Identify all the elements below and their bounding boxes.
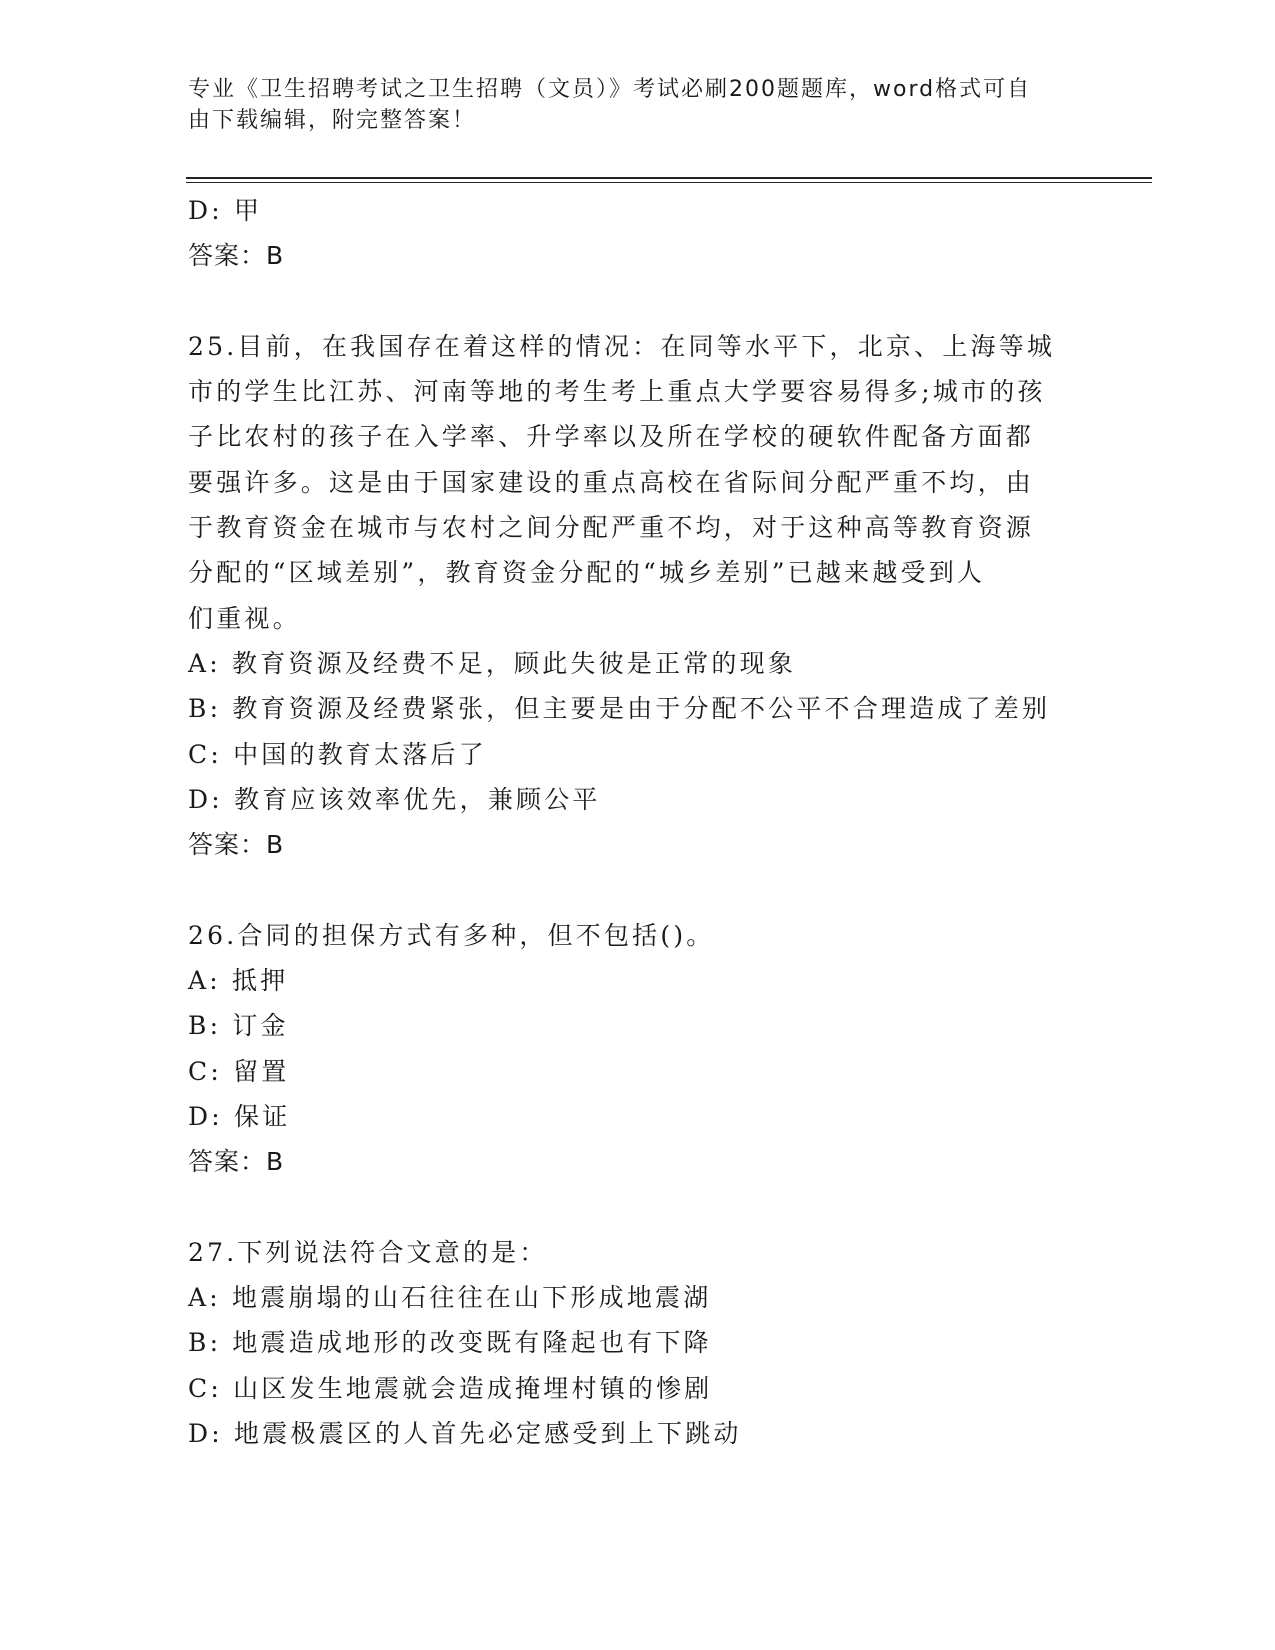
question-content — [188, 188, 1088, 1456]
question-25-answer: 答案：B — [188, 830, 285, 860]
document-header — [188, 74, 1068, 136]
spacer — [188, 1185, 1088, 1230]
question-25-stem-line: 子比农村的孩子在入学率、升学率以及所在学校的硬软件配备方面都 — [188, 422, 1035, 452]
spacer — [188, 279, 1088, 324]
question-27-option-b: B: 地震造成地形的改变既有隆起也有下降 — [188, 1328, 712, 1358]
spacer — [188, 867, 1088, 912]
header-line-1: 专业《卫生招聘考试之卫生招聘（文员）》考试必刷200题题库，word格式可自 — [188, 77, 1032, 102]
question-25-stem — [188, 324, 1088, 641]
question-26-option-b: B: 订金 — [188, 1011, 289, 1041]
prev-answer: 答案：B — [188, 241, 285, 271]
question-25-option-d: D: 教育应该效率优先，兼顾公平 — [188, 784, 601, 814]
question-25-option-a: A: 教育资源及经费不足，顾此失彼是正常的现象 — [188, 648, 797, 678]
prev-option-d: D: 甲 — [188, 196, 263, 225]
question-25-option-b: B: 教育资源及经费紧张，但主要是由于分配不公平不合理造成了差别 — [188, 694, 1051, 724]
header-rule-thick — [186, 177, 1152, 179]
question-25-stem-line: 市的学生比江苏、河南等地的考生考上重点大学要容易得多;城市的孩 — [188, 377, 1046, 407]
question-26-option-c: C: 留置 — [188, 1056, 290, 1086]
header-rule-thin — [186, 182, 1152, 183]
question-27-option-c: C: 山区发生地震就会造成掩埋村镇的惨剧 — [188, 1373, 713, 1403]
question-26-option-a: A: 抵押 — [188, 966, 289, 996]
question-25-stem-line: 25.目前，在我国存在着这样的情况：在同等水平下，北京、上海等城 — [188, 331, 1056, 361]
question-25-stem-line: 分配的“区域差别”，教育资金分配的“城乡差别”已越来越受到人 — [188, 558, 986, 588]
question-27-stem: 27.下列说法符合文意的是： — [188, 1237, 548, 1267]
question-25-stem-line: 于教育资金在城市与农村之间分配严重不均，对于这种高等教育资源 — [188, 513, 1035, 543]
question-27-option-d: D: 地震极震区的人首先必定感受到上下跳动 — [188, 1419, 742, 1449]
question-25-stem-line: 们重视。 — [188, 603, 301, 633]
question-25-option-c: C: 中国的教育太落后了 — [188, 739, 487, 769]
question-25-stem-line: 要强许多。这是由于国家建设的重点高校在省际间分配严重不均，由 — [188, 467, 1035, 497]
question-26-answer: 答案：B — [188, 1147, 285, 1177]
question-27-option-a: A: 地震崩塌的山石往往在山下形成地震湖 — [188, 1283, 712, 1313]
header-line-2: 由下载编辑，附完整答案！ — [188, 108, 477, 133]
question-26-option-d: D: 保证 — [188, 1101, 291, 1131]
question-26-stem: 26.合同的担保方式有多种，但不包括()。 — [188, 920, 715, 950]
